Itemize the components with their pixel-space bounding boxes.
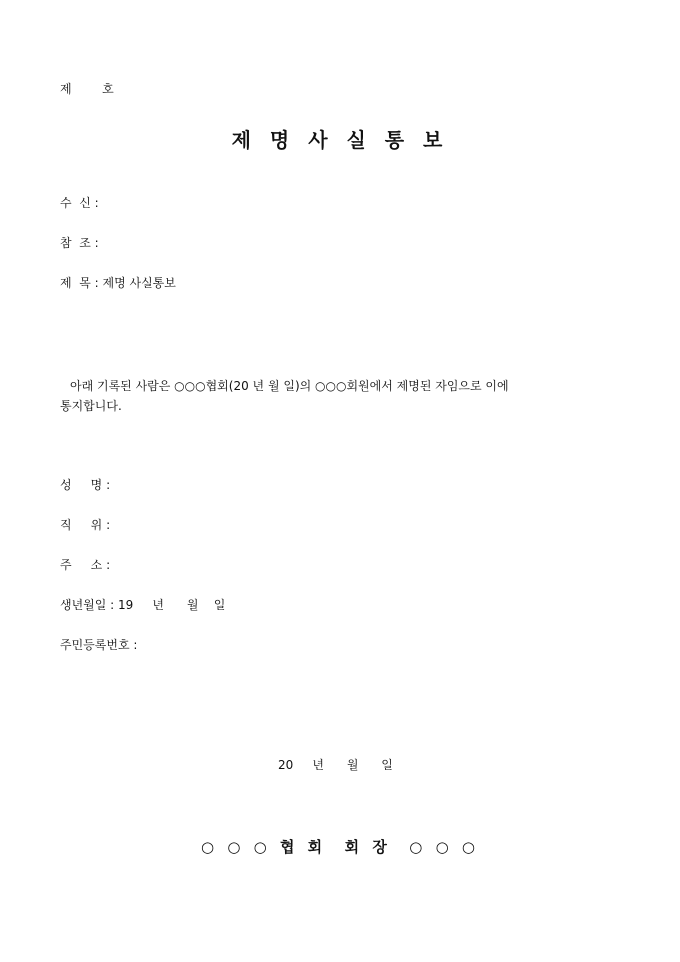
page-title: 제 명 사 실 통 보 [231,128,449,152]
birthdate-field: 생년월일 : 19 년 월 일 [60,598,226,612]
issue-date: 20 년 월 일 [278,758,393,772]
resident-number-field: 주민등록번호 : [60,638,138,652]
reference-field: 참 조 : [60,236,99,250]
name-field: 성 명 : [60,478,111,492]
recipient-field: 수 신 : [60,196,99,210]
address-field: 주 소 : [60,558,111,572]
document-number: 제 호 [60,82,114,96]
notice-body-line1: 아래 기록된 사람은 ○○○협회(20 년 월 일)의 ○○○회원에서 제명된 자임으로 이에 [70,379,509,393]
notice-body-line2: 통지합니다. [60,399,122,413]
position-field: 직 위 : [60,518,111,532]
subject-field: 제 목 : 제명 사실통보 [60,276,176,290]
issuer-signature-line: ○ ○ ○ 협 회 회 장 ○ ○ ○ [201,838,479,856]
notice-body [60,376,632,416]
